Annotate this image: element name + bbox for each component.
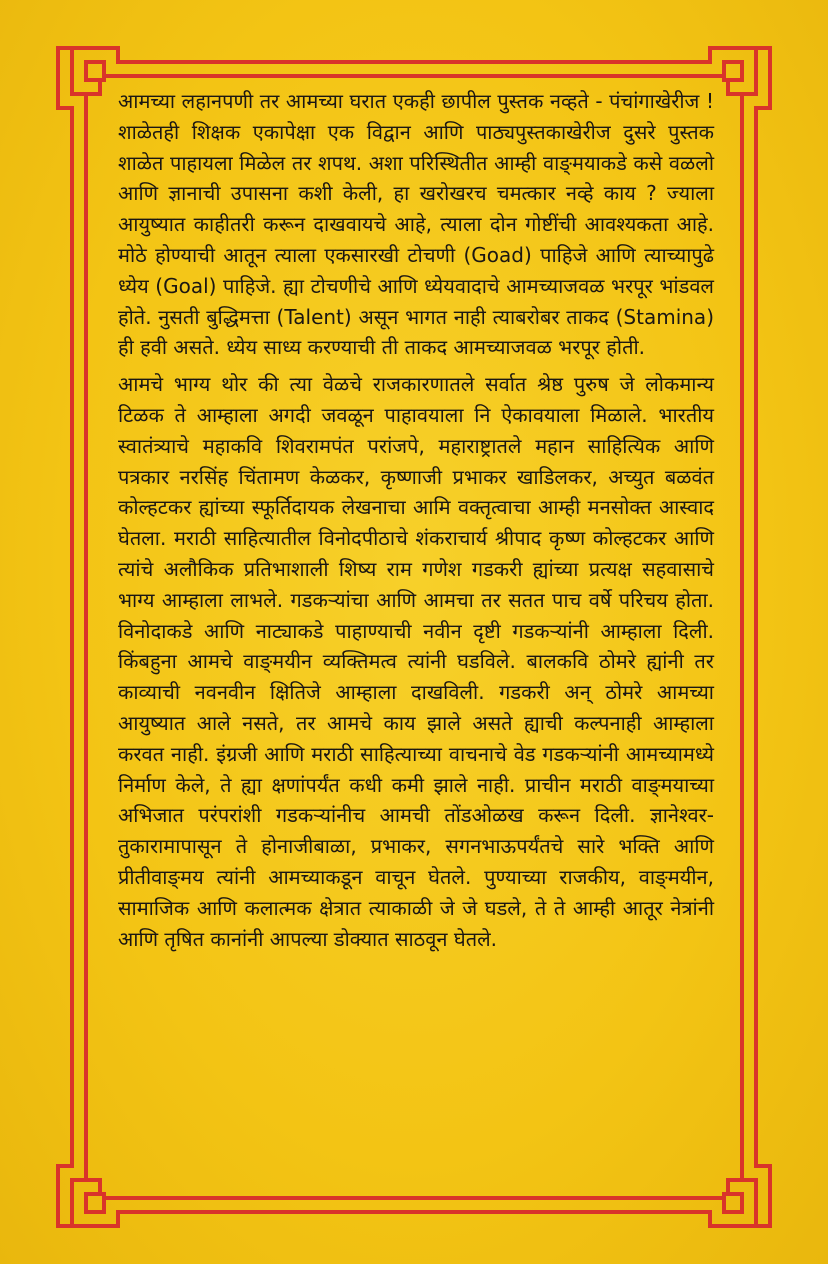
paragraph-2: आमचे भाग्य थोर की त्या वेळचे राजकारणातले सर्वात श्रेष्ठ पुरुष जे लोकमान्य टिळक ते आम्हाला अगदी जवळून पाहावयाला नि ऐकावयाला मिळाले. भारतीय स्वातंत्र्याचे महाकवि शिवरामपंत परांजपे, महाराष्ट्रातले महान साहित्यिक आणि पत्रकार नरसिंह चिंतामण केळकर, कृष्णाजी प्रभाकर खाडिलकर, अच्युत बळवंत कोल्हटकर ह्यांच्या स्फूर्तिदायक लेखनाचा आमि वक्तृत्वाचा आम्ही मनसोक्त आस्वाद घेतला. मराठी साहित्यातील विनोदपीठाचे शंकराचार्य श्रीपाद कृष्ण कोल्हटकर आणि त्यांचे अलौकिक प्रतिभाशाली शिष्य राम गणेश गडकरी ह्यांच्या प्रत्यक्ष सहवासाचे भाग्य आम्हाला लाभले. गडकऱ्यांचा आणि आमचा तर सतत पाच वर्षे परिचय होता. विनोदाकडे आणि नाट्याकडे पाहाण्याची नवीन दृष्टी गडकऱ्यांनी आम्हाला दिली. किंबहुना आमचे वाङ्‌मयीन व्यक्तिमत्व त्यांनी घडविले. बालकवि ठोमरे ह्यांनी तर काव्याची नवनवीन क्षितिजे आम्हाला दाखविली. गडकरी अन् ठोमरे आमच्या आयुष्यात आले नसते, तर आमचे काय झाले असते ह्याची कल्पनाही आम्हाला करवत नाही. इंग्रजी आणि मराठी साहित्याच्या वाचनाचे वेड गडकऱ्यांनी आमच्यामध्ये निर्माण केले, ते ह्या क्षणांपर्यंत कधी कमी झाले नाही. प्राचीन मराठी वाङ्‌मयाच्या अभिजात परंपरांशी गडकऱ्यांनीच आमची तोंडओळख करून दिली. ज्ञानेश्वर-तुकारामापासून ते होनाजीबाळा, प्रभाकर, सगनभाऊपर्यंतचे सारे भक्ति आणि प्रीतीवाङ्‌मय त्यांनी आमच्याकडून वाचून घेतले. पुण्याच्या राजकीय, वाङ्‌मयीन, सामाजिक आणि कलात्मक क्षेत्रात त्याकाळी जे जे घडले, ते ते आम्ही आतूर नेत्रांनी आणि तृषित कानांनी आपल्या डोक्यात साठवून घेतले. [118, 372, 714, 951]
body-text [118, 86, 714, 954]
paragraph-1: आमच्या लहानपणी तर आमच्या घरात एकही छापील पुस्तक नव्हते - पंचांगाखेरीज ! शाळेतही शिक्षक एकापेक्षा एक विद्वान आणि पाठ्यपुस्तकाखेरीज दुसरे पुस्तक शाळेत पाहायला मिळेल तर शपथ. अशा परिस्थितीत आम्ही वाङ्‌मयाकडे कसे वळलो आणि ज्ञानाची उपासना कशी केली, हा खरोखरच चमत्कार नव्हे काय ? ज्याला आयुष्यात काहीतरी करून दाखवायचे आहे, त्याला दोन गोष्टींची आवश्यकता आहे. मोठे होण्याची आतून त्याला एकसारखी टोचणी (Goad) पाहिजे आणि त्याच्यापुढे ध्येय (Goal) पाहिजे. ह्या टोचणीचे आणि ध्येयवादाचे आमच्याजवळ भरपूर भांडवल होते. नुसती बुद्धिमत्ता (Talent) असून भागत नाही त्याबरोबर ताकद (Stamina) ही हवी असते. ध्येय साध्य करण्याची ती ताकद आमच्याजवळ भरपूर होती. [118, 89, 714, 360]
